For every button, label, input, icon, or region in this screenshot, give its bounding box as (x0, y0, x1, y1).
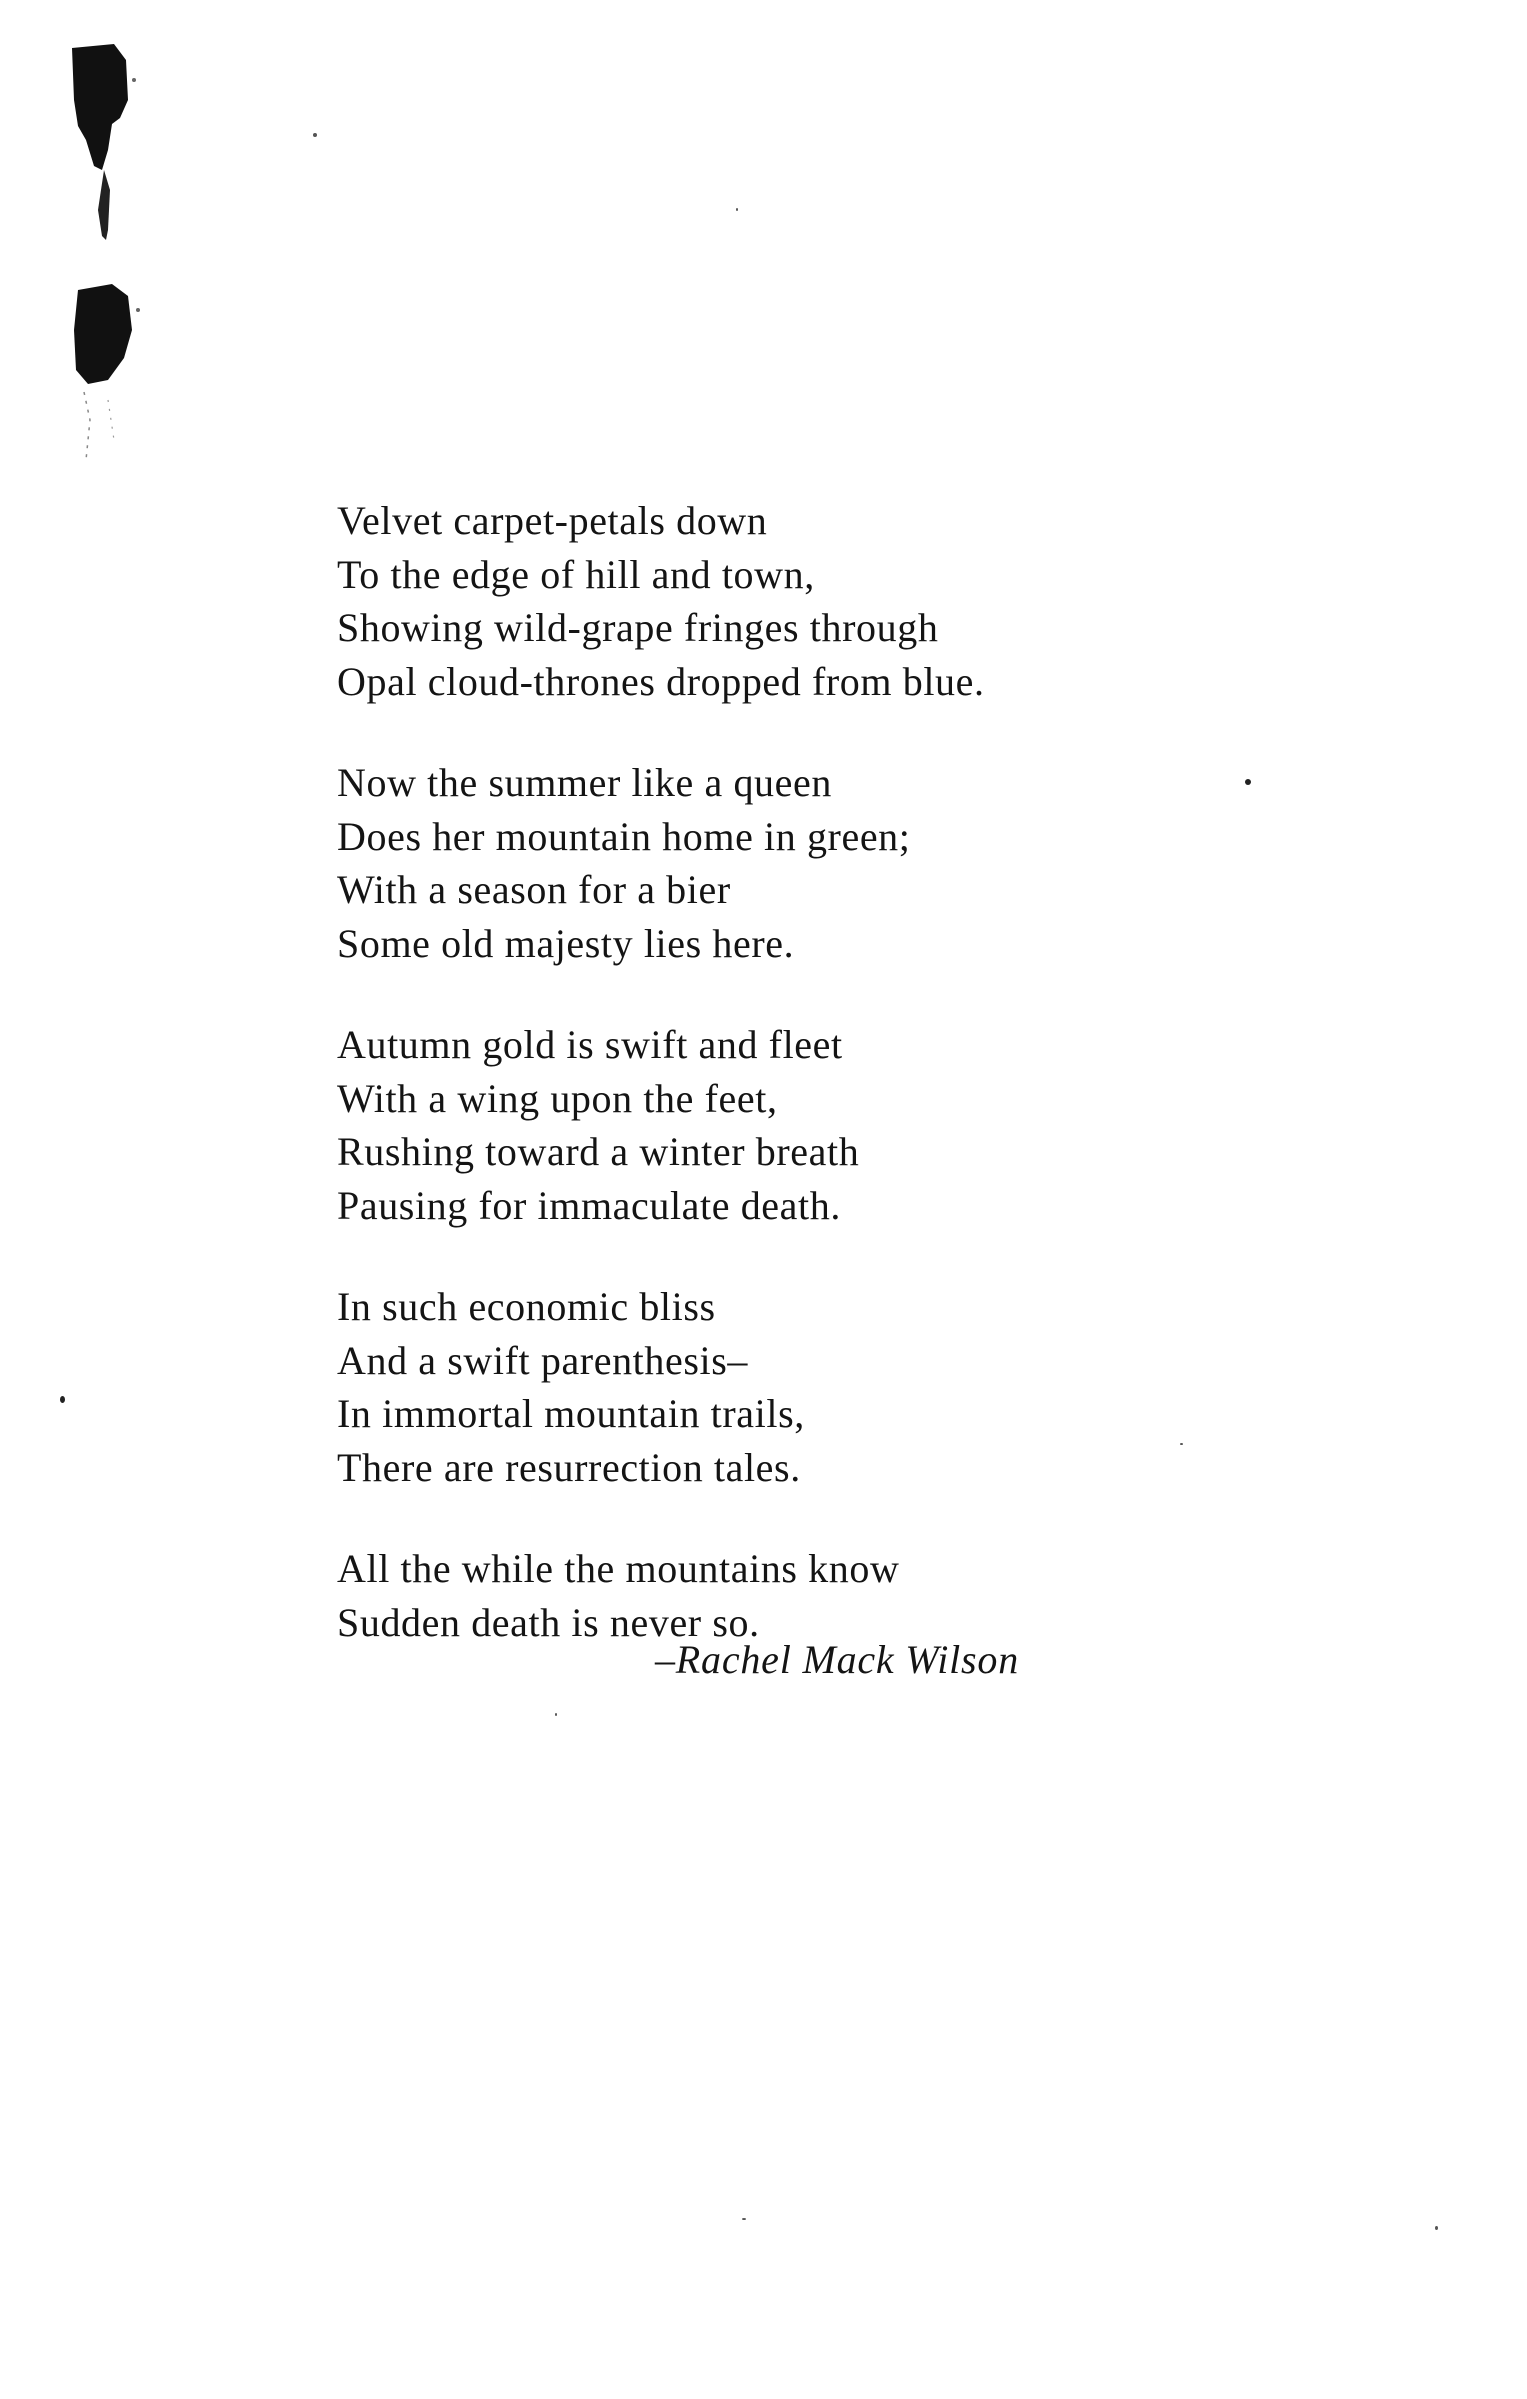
poem (337, 494, 1337, 1697)
poem-line: Autumn gold is swift and fleet (337, 1022, 843, 1067)
poem-line: Some old majesty lies here. (337, 920, 795, 966)
poem-line: Does her mountain home in green; (337, 813, 911, 859)
poem-line: With a season for a bier (337, 867, 731, 912)
poem-line: And a swift parenthesis– (337, 1337, 748, 1383)
poem-line: Pausing for immaculate death. (337, 1182, 841, 1228)
poem-line: There are resurrection tales. (337, 1444, 801, 1490)
stanza (337, 756, 1337, 970)
poem-attribution: –Rachel Mack Wilson (655, 1637, 1019, 1682)
stanza (337, 1280, 1337, 1494)
poem-line: Rushing toward a winter breath (337, 1129, 860, 1174)
poem-line: In immortal mountain trails, (337, 1391, 805, 1436)
poem-line: To the edge of hill and town, (337, 551, 815, 597)
poem-line: Now the summer like a queen (337, 760, 832, 805)
poem-line: Sudden death is never so. (337, 1599, 760, 1645)
stanza (337, 494, 1337, 708)
poem-line: Velvet carpet-petals down (337, 498, 768, 543)
scan-artifact-mark (68, 40, 178, 470)
poem-line: Opal cloud-thrones dropped from blue. (337, 658, 985, 704)
poem-line: Showing wild-grape fringes through (337, 605, 939, 650)
poem-line: All the while the mountains know (337, 1546, 900, 1591)
poem-line: In such economic bliss (337, 1284, 716, 1329)
stanza (337, 1018, 1337, 1232)
poem-line: With a wing upon the feet, (337, 1075, 778, 1121)
